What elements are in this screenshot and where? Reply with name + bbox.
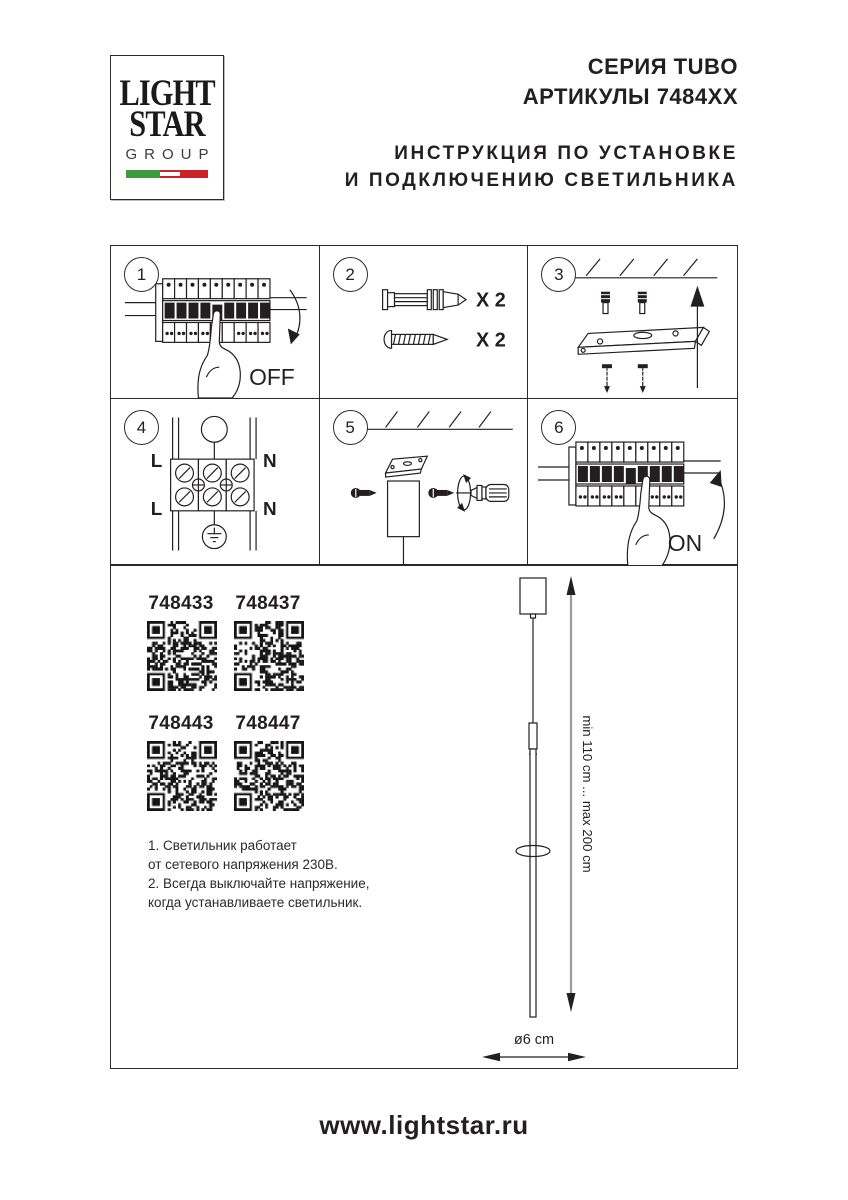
qr-code	[147, 621, 217, 691]
articles-title: АРТИКУЛЫ 7484XX	[522, 84, 738, 109]
pendant-lamp-diagram	[470, 568, 640, 1068]
diameter-dimension-label: ø6 cm	[513, 1032, 555, 1048]
note-line: когда устанавливаете светильник.	[148, 895, 363, 910]
mounting-bracket-icon	[579, 327, 710, 354]
website-link: www.lightstar.ru	[319, 1110, 529, 1140]
qr-code	[147, 741, 217, 811]
step-number-badge: 4	[124, 410, 159, 445]
screw-qty-label: X 2	[475, 329, 506, 352]
instruction-title	[345, 140, 738, 194]
qr-code	[234, 741, 304, 811]
canopy-icon	[387, 481, 419, 537]
instruction-title-line2: И ПОДКЛЮЧЕНИЮ СВЕТИЛЬНИКА	[344, 170, 738, 191]
terminal-label-n-bottom: N	[263, 497, 277, 519]
screw-icon	[602, 364, 648, 393]
header	[345, 52, 738, 194]
step-number-badge: 3	[541, 257, 576, 292]
tube-icon	[530, 749, 536, 1017]
step-cell-5	[320, 399, 529, 566]
on-label: ON	[668, 529, 703, 556]
step-cell-3	[528, 246, 737, 399]
safety-notes	[148, 836, 369, 912]
instruction-title-line1: ИНСТРУКЦИЯ ПО УСТАНОВКЕ	[394, 143, 738, 164]
installation-steps	[110, 245, 738, 565]
screwdriver-icon	[456, 474, 509, 512]
step-cell-4	[111, 399, 320, 566]
step-number-badge: 2	[333, 257, 368, 292]
step-number-badge: 1	[124, 257, 159, 292]
qr-code	[234, 621, 304, 691]
note-line: от сетевого напряжения 230В.	[148, 857, 338, 872]
logo-word-group: GROUP	[125, 145, 216, 163]
ground-symbol-icon	[202, 525, 226, 549]
logo-word-light: LIGHT	[119, 72, 215, 114]
product-code: 748433	[148, 593, 214, 614]
italian-flag-icon	[126, 170, 208, 178]
anchor-qty-label: X 2	[475, 289, 506, 312]
height-dimension-label: min 110 cm ... max 200 cm	[580, 715, 595, 873]
canopy-icon	[520, 578, 546, 614]
logo-word-star: STAR	[129, 103, 205, 145]
terminal-label-l-top: L	[150, 450, 163, 472]
note-line: 1. Светильник работает	[148, 838, 297, 853]
step-cell-6	[528, 399, 737, 566]
series-title: СЕРИЯ TUBO	[587, 54, 738, 79]
off-label: OFF	[249, 364, 295, 391]
product-info-panel	[110, 565, 738, 1069]
mounting-bracket-icon	[385, 456, 427, 477]
terminal-label-l-bottom: L	[150, 497, 163, 519]
product-code: 748437	[235, 593, 301, 614]
step-cell-1	[111, 246, 320, 399]
step-cell-2	[320, 246, 529, 399]
product-code: 748443	[148, 713, 214, 734]
step-number-badge: 6	[541, 410, 576, 445]
anchor-icon	[601, 292, 647, 314]
product-code: 748447	[235, 713, 301, 734]
step-number-badge: 5	[333, 410, 368, 445]
terminal-label-n-top: N	[263, 450, 277, 472]
note-line: 2. Всегда выключайте напряжение,	[148, 876, 370, 891]
lightstar-logo	[110, 55, 224, 200]
